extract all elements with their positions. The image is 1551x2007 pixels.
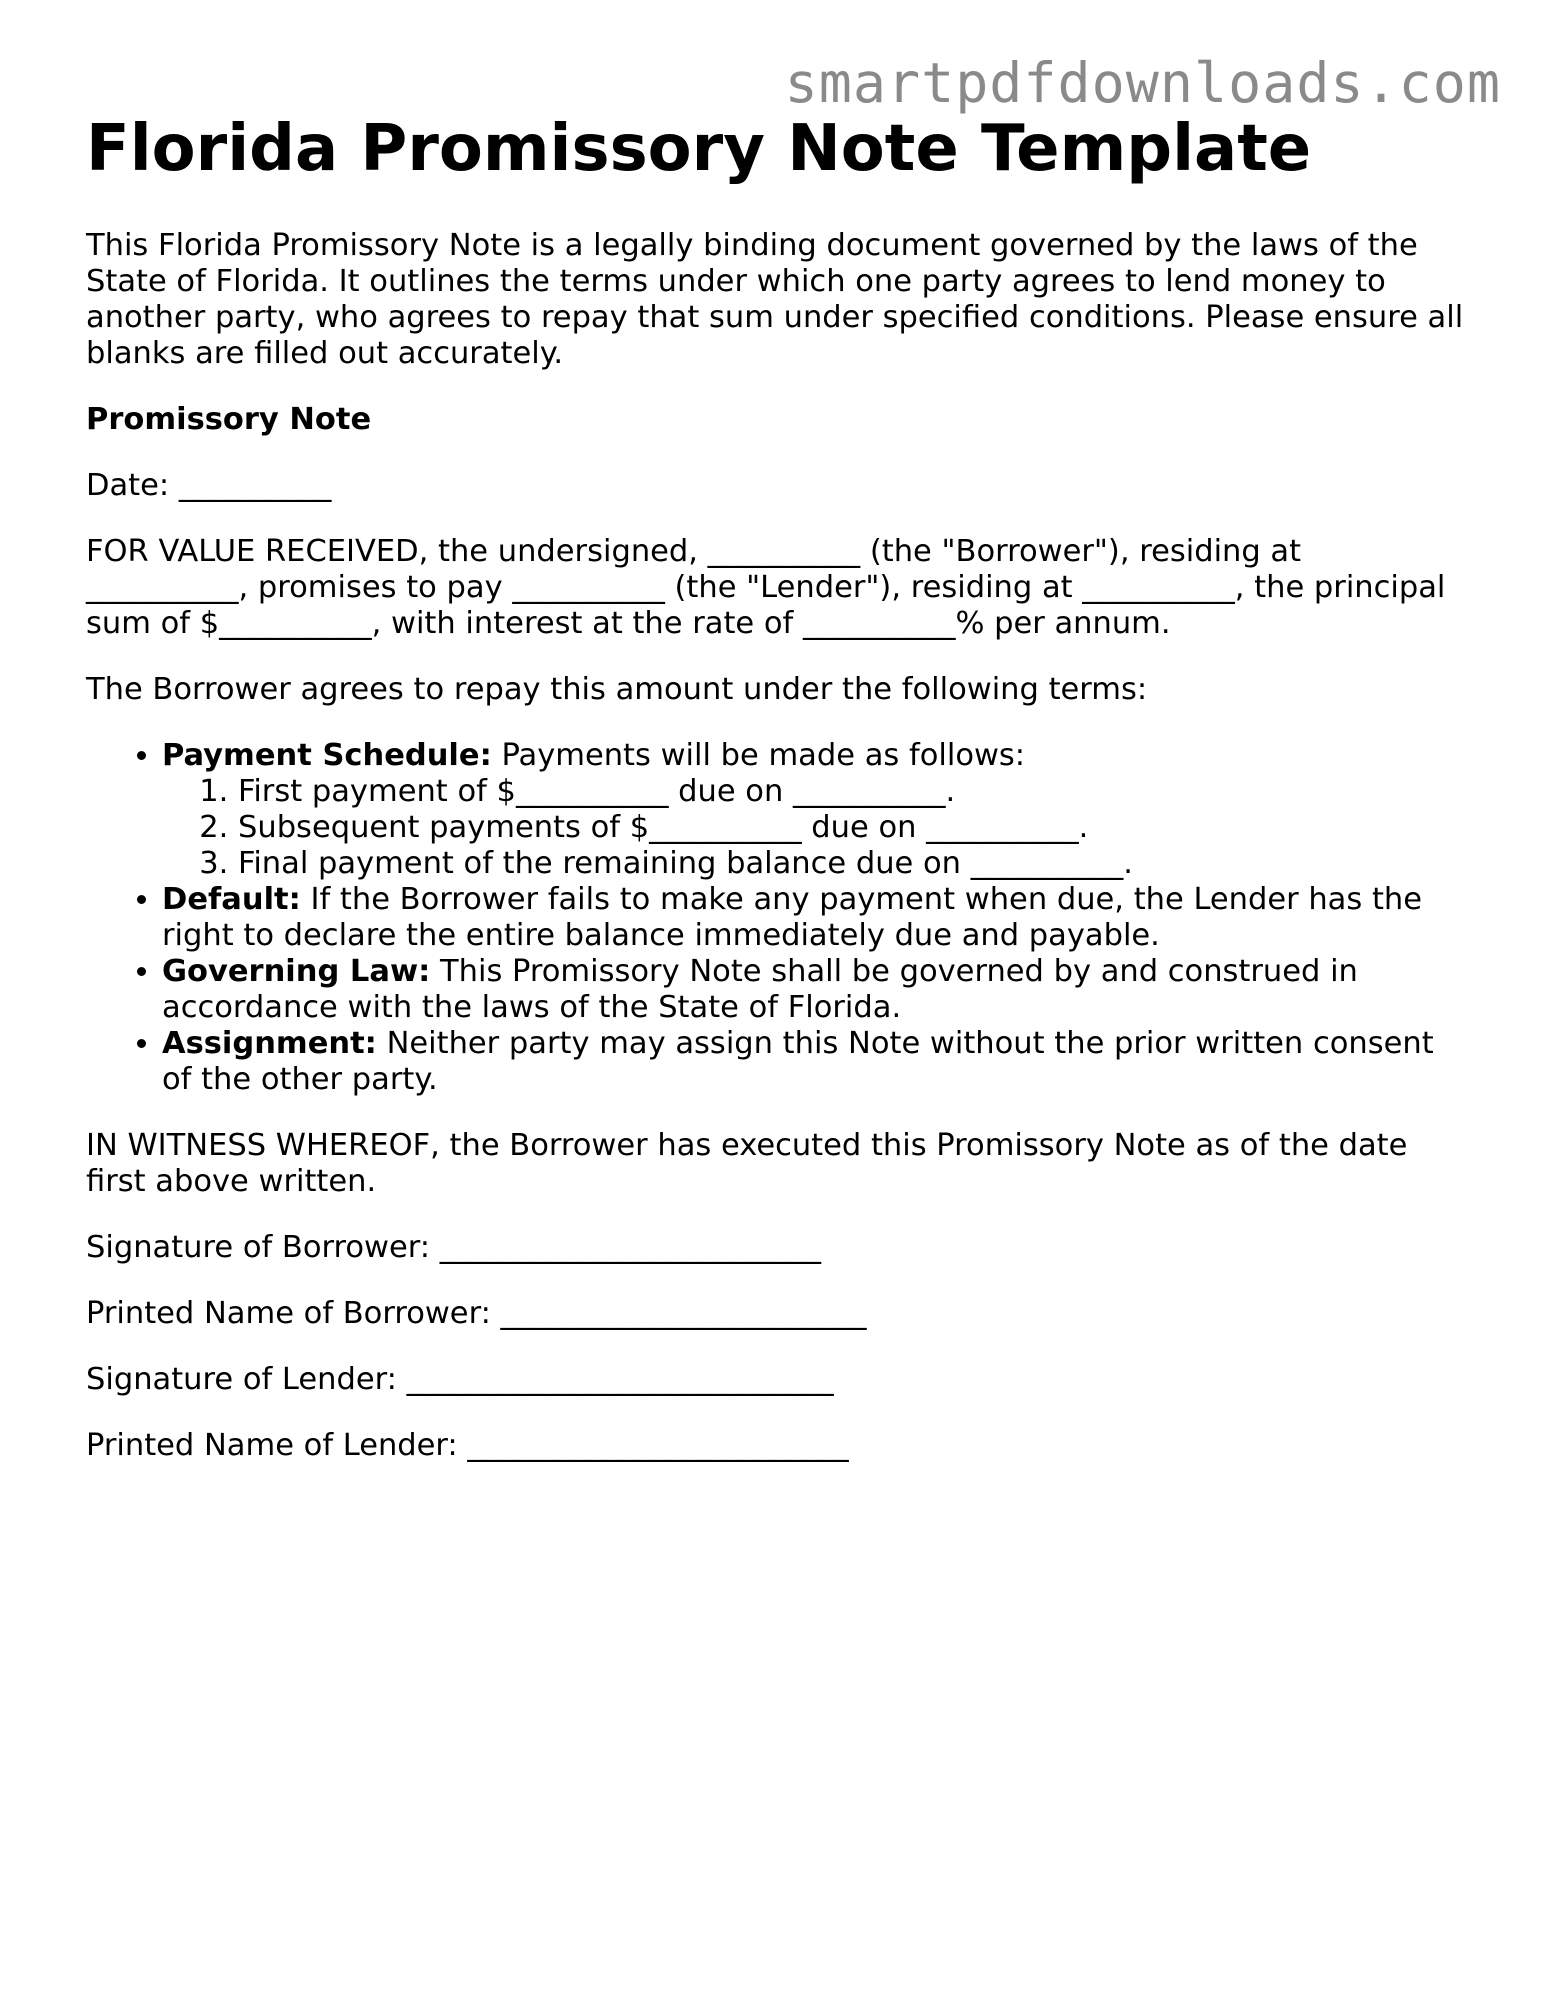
signature-borrower-line: Signature of Borrower: _________________________ (86, 1230, 821, 1265)
section-heading: Promissory Note (86, 402, 372, 437)
term-label: Assignment: (162, 1026, 377, 1061)
term-text: If the Borrower fails to make any payment when due, the Lender has the right to declare the entire balance immediately due and payable. (162, 882, 1423, 953)
printed-name-borrower-line: Printed Name of Borrower: ________________________ (86, 1296, 867, 1331)
terms-intro: The Borrower agrees to repay this amount under the following terms: (86, 672, 1148, 707)
payment-schedule-list (162, 774, 1466, 882)
document-title: Florida Promissory Note Template (86, 112, 1312, 186)
schedule-item-final: 3. Final payment of the remaining balance due on __________. (238, 846, 1466, 882)
term-text: Payments will be made as follows: (491, 738, 1026, 773)
terms-list (86, 738, 1466, 1098)
term-assignment (162, 1026, 1466, 1098)
printed-name-lender-line: Printed Name of Lender: _________________________ (86, 1428, 849, 1463)
term-label: Default: (162, 882, 301, 917)
term-governing-law (162, 954, 1466, 1026)
watermark-text: smartpdfdownloads.com (784, 51, 1501, 115)
term-label: Payment Schedule: (162, 738, 492, 773)
witness-paragraph: IN WITNESS WHEREOF, the Borrower has executed this Promissory Note as of the date first above written. (86, 1128, 1408, 1199)
signature-lender-line: Signature of Lender: ____________________________ (86, 1362, 834, 1397)
term-text: Neither party may assign this Note without the prior written consent of the other party. (162, 1026, 1434, 1097)
term-label: Governing Law: (162, 954, 431, 989)
schedule-item-subsequent: 2. Subsequent payments of $__________ due on __________. (238, 810, 1466, 846)
value-received-paragraph: FOR VALUE RECEIVED, the undersigned, __________ (the "Borrower"), residing at __________, promises to pay __________ (the "Lender"), residing at __________, the principal sum of $__________, with interest at the rate of __________% per annum. (86, 534, 1446, 641)
term-text: This Promissory Note shall be governed by and construed in accordance with the laws of the State of Florida. (162, 954, 1358, 1025)
document-page (86, 110, 1466, 1464)
intro-paragraph: This Florida Promissory Note is a legally binding document governed by the laws of the State of Florida. It outlines the terms under which one party agrees to lend money to another party, who agrees to repay that sum under specified conditions. Please ensure all blanks are filled out accurately. (86, 228, 1464, 371)
term-default (162, 882, 1466, 954)
term-payment-schedule (162, 738, 1466, 882)
schedule-item-first: 1. First payment of $__________ due on __________. (238, 774, 1466, 810)
date-line: Date: __________ (86, 468, 332, 503)
